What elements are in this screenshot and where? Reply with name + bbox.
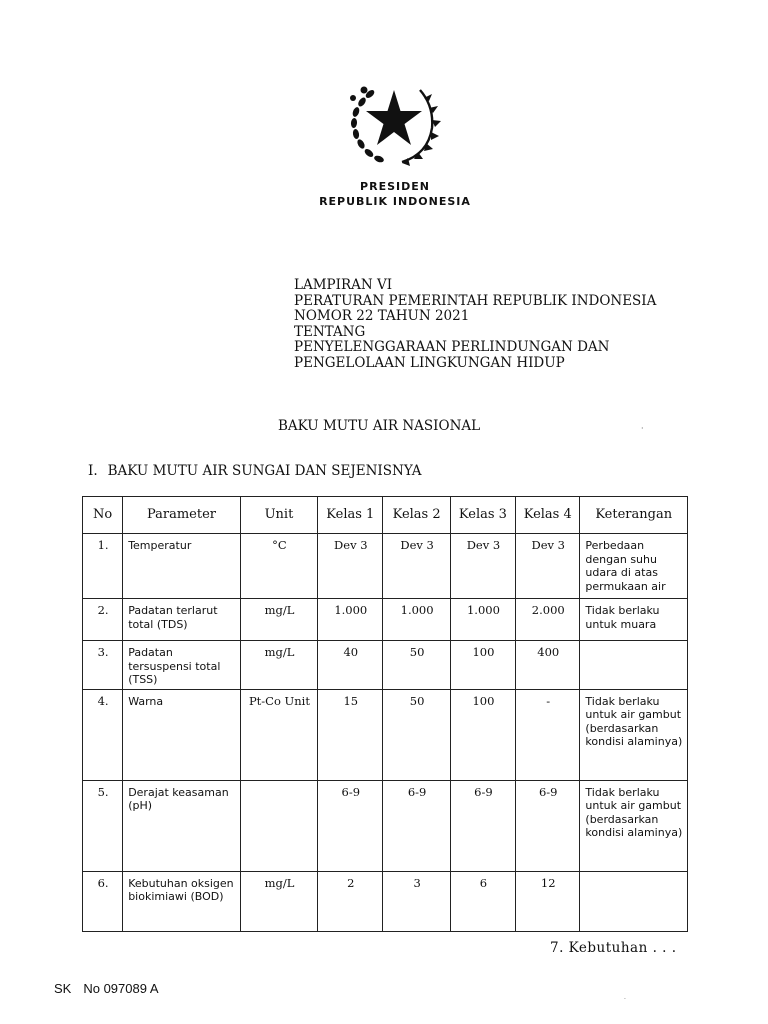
cell-unit: mg/L: [240, 599, 317, 641]
cell-parameter: Temperatur: [123, 534, 241, 599]
col-header-no: No: [83, 497, 123, 534]
letterhead-line-2: REPUBLIK INDONESIA: [319, 195, 471, 208]
cell-unit: Pt-Co Unit: [240, 689, 317, 780]
cell-kelas-3: Dev 3: [450, 534, 515, 599]
section-number: I.: [88, 463, 98, 479]
cell-kelas-3: 1.000: [450, 599, 515, 641]
cell-kelas-2: Dev 3: [383, 534, 450, 599]
cell-unit: mg/L: [240, 871, 317, 931]
table-row: [83, 641, 688, 690]
cell-kelas-1: 6-9: [318, 780, 383, 871]
cell-kelas-2: 50: [383, 689, 450, 780]
cell-kelas-3: 6: [450, 871, 515, 931]
cell-kelas-3: 100: [450, 641, 515, 690]
footer-sk: [54, 981, 159, 996]
cell-unit: [240, 780, 317, 871]
speck-mark: ·: [641, 424, 644, 433]
cell-kelas-4: Dev 3: [516, 534, 580, 599]
attachment-line: PENYELENGGARAAN PERLINDUNGAN DAN: [294, 339, 610, 355]
cell-kelas-2: 1.000: [383, 599, 450, 641]
letterhead-line-1: PRESIDEN: [360, 180, 430, 193]
letterhead: [300, 179, 490, 209]
cell-no: 3.: [83, 641, 123, 690]
cell-kelas-4: 12: [516, 871, 580, 931]
cell-kelas-4: 2.000: [516, 599, 580, 641]
cell-keterangan: [580, 641, 688, 690]
cell-parameter: Kebutuhan oksigen biokimiawi (BOD): [123, 871, 241, 931]
table-row: [83, 689, 688, 780]
cell-kelas-2: 6-9: [383, 780, 450, 871]
cell-kelas-2: 3: [383, 871, 450, 931]
cell-keterangan: Tidak berlaku untuk air gambut (berdasarkan kondisi alaminya): [580, 689, 688, 780]
cell-parameter: Derajat keasaman (pH): [123, 780, 241, 871]
attachment-heading: [294, 278, 656, 371]
cell-keterangan: Tidak berlaku untuk air gambut (berdasarkan kondisi alaminya): [580, 780, 688, 871]
sk-label: SK: [54, 981, 72, 996]
table-row: [83, 871, 688, 931]
presidential-emblem: [340, 76, 444, 168]
cell-no: 1.: [83, 534, 123, 599]
cell-kelas-1: 2: [318, 871, 383, 931]
attachment-line: NOMOR 22 TAHUN 2021: [294, 308, 470, 324]
cell-unit: °C: [240, 534, 317, 599]
water-quality-table: [82, 496, 688, 932]
section-label: BAKU MUTU AIR SUNGAI DAN SEJENISNYA: [107, 463, 422, 479]
cell-parameter: Padatan tersuspensi total (TSS): [123, 641, 241, 690]
cell-kelas-2: 50: [383, 641, 450, 690]
star-wreath-icon: [340, 76, 444, 168]
cell-kelas-1: 1.000: [318, 599, 383, 641]
cell-kelas-1: 15: [318, 689, 383, 780]
cell-kelas-4: -: [516, 689, 580, 780]
document-title: BAKU MUTU AIR NASIONAL: [278, 418, 481, 434]
cell-no: 5.: [83, 780, 123, 871]
table-row: [83, 534, 688, 599]
continuation-marker: 7. Kebutuhan . . .: [550, 940, 677, 956]
cell-kelas-1: 40: [318, 641, 383, 690]
attachment-line: TENTANG: [294, 323, 366, 340]
table-row: [83, 599, 688, 641]
cell-no: 6.: [83, 871, 123, 931]
cell-keterangan: Perbedaan dengan suhu udara di atas permukaan air: [580, 534, 688, 599]
cell-no: 2.: [83, 599, 123, 641]
cell-parameter: Padatan terlarut total (TDS): [123, 599, 241, 641]
col-header-kelas-2: Kelas 2: [383, 497, 450, 534]
cell-kelas-4: 6-9: [516, 780, 580, 871]
section-heading: [88, 463, 421, 479]
col-header-kelas-1: Kelas 1: [318, 497, 383, 534]
speck-mark: ·: [624, 996, 626, 1003]
table-header-row: [83, 497, 688, 534]
col-header-keterangan: Keterangan: [580, 497, 688, 534]
col-header-kelas-4: Kelas 4: [516, 497, 580, 534]
col-header-unit: Unit: [240, 497, 317, 534]
cell-kelas-3: 100: [450, 689, 515, 780]
table-row: [83, 780, 688, 871]
cell-kelas-4: 400: [516, 641, 580, 690]
attachment-line: PERATURAN PEMERINTAH REPUBLIK INDONESIA: [294, 292, 657, 309]
col-header-parameter: Parameter: [123, 497, 241, 534]
cell-parameter: Warna: [123, 689, 241, 780]
sk-number: No 097089 A: [83, 981, 159, 996]
cell-kelas-1: Dev 3: [318, 534, 383, 599]
cell-kelas-3: 6-9: [450, 780, 515, 871]
cell-no: 4.: [83, 689, 123, 780]
attachment-line: LAMPIRAN VI: [294, 277, 393, 293]
cell-unit: mg/L: [240, 641, 317, 690]
attachment-line: PENGELOLAAN LINGKUNGAN HIDUP: [294, 354, 565, 371]
cell-keterangan: [580, 871, 688, 931]
cell-keterangan: Tidak berlaku untuk muara: [580, 599, 688, 641]
col-header-kelas-3: Kelas 3: [450, 497, 515, 534]
